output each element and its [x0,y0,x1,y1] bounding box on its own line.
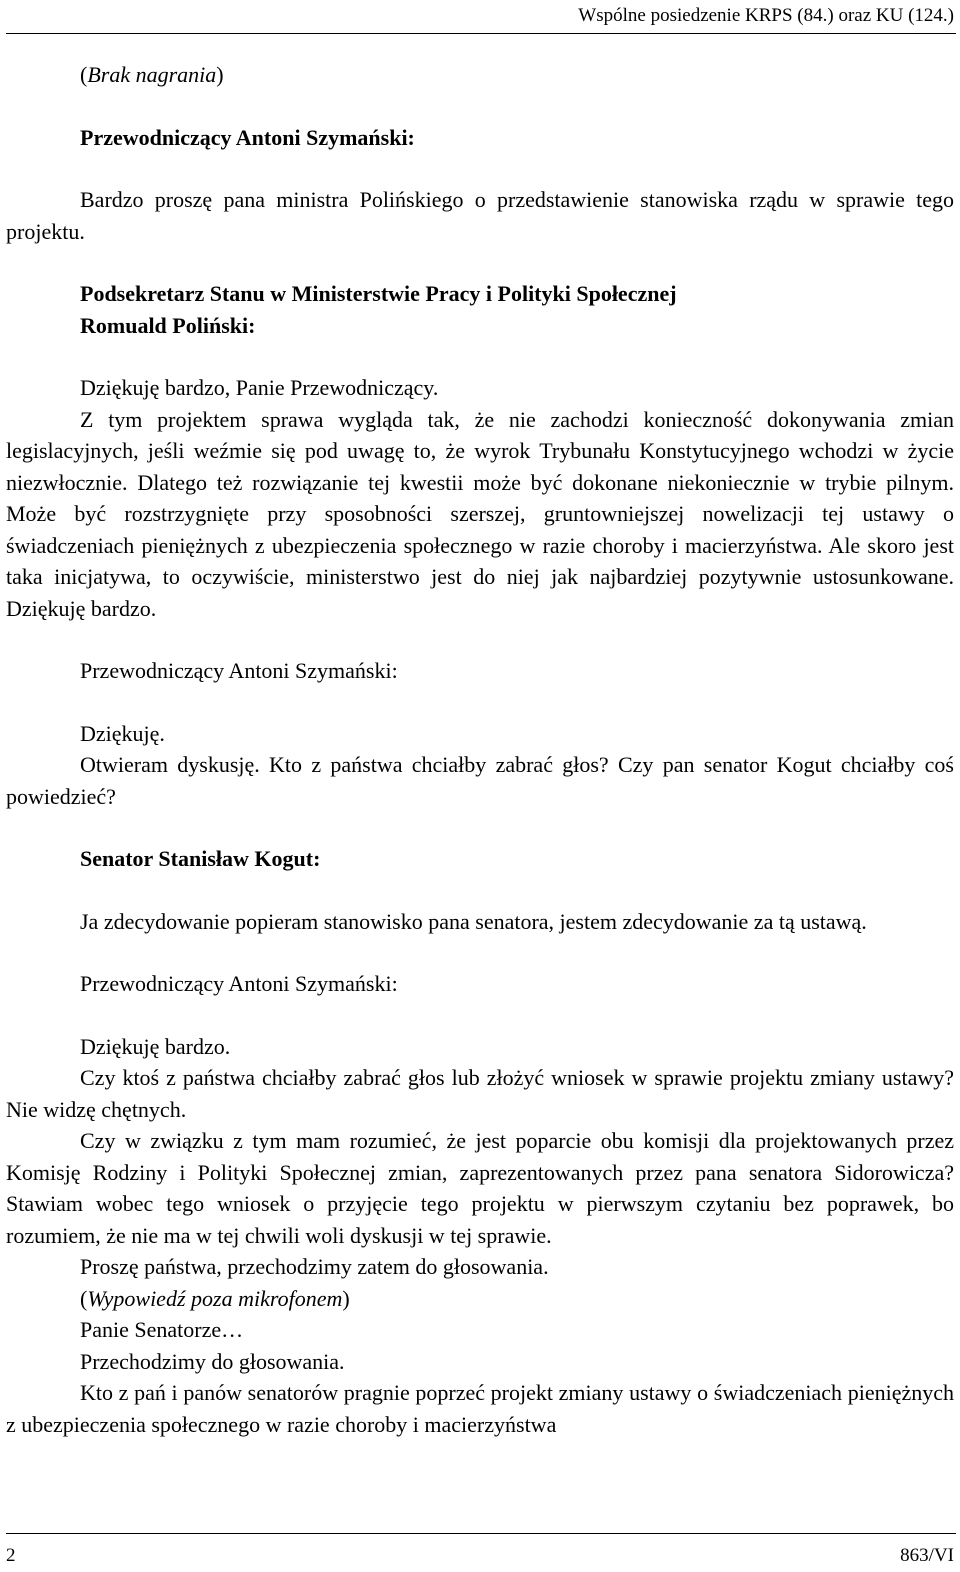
page-number: 2 [6,1545,16,1566]
speaker-heading: Przewodniczący Antoni Szymański: [80,658,398,683]
paragraph: Czy w związku z tym mam rozumieć, że jest poparcie obu komisji dla projektowanych przez Komisję Rodziny i Polityki Społecznej zmian, zaprezentowanych przez pana senatora Sidorowicza? Stawiam wobec tego wniosek o przyjęcie tego projektu w pierwszym czytaniu bez poprawek, bo rozumiem, że nie ma w tej chwili woli dyskusji w tej sprawie. [6,1128,954,1248]
header-rule [6,33,956,34]
paragraph: Czy ktoś z państwa chciałby zabrać głos lub złożyć wniosek w sprawie projektu zmiany ustawy? Nie widzę chętnych. [6,1065,954,1122]
paragraph: Z tym projektem sprawa wygląda tak, że nie zachodzi konieczność dokonywania zmian legislacyjnych, jeśli weźmie się pod uwagę to, że wyrok Trybunału Konstytucyjnego wchodzi w życie niezwłocznie. Dlatego też rozwiązanie tej kwestii może być dokonane niekoniecznie w trybie pilnym. Może być rozstrzygnięte przy sposobności szerszej, gruntowniejszej nowelizacji tej ustawy o świadczeniach pieniężnych z ubezpieczenia społecznego w razie choroby i macierzyństwa. Ale skoro jest taka inicjatywa, to oczywiście, ministerstwo jest do niej jak najbardziej pozytywnie ustosunkowane. Dziękuję bardzo. [6,406,954,621]
running-header: Wspólne posiedzenie KRPS (84.) oraz KU (124.) [578,5,954,26]
paragraph: Przechodzimy do głosowania. [80,1348,345,1374]
paragraph: Dziękuję bardzo. [80,1033,231,1059]
document-code: 863/VI [900,1545,954,1566]
speaker-heading: Przewodniczący Antoni Szymański: [80,124,415,150]
speaker-heading: Senator Stanisław Kogut: [80,846,321,871]
paragraph: Dziękuję. [80,720,165,746]
paragraph: Panie Senatorze… [80,1317,244,1342]
paragraph: Dziękuję bardzo, Panie Przewodniczący. [80,375,439,400]
paragraph: Proszę państwa, przechodzimy zatem do głosowania. [80,1254,549,1279]
stage-direction-brak-nagrania: (Brak nagrania) [80,62,224,87]
paragraph: Otwieram dyskusję. Kto z państwa chciałby zabrać głos? Czy pan senator Kogut chciałby coś powiedzieć? [6,752,954,809]
speaker-heading: Przewodniczący Antoni Szymański: [80,971,398,996]
speaker-line: Podsekretarz Stanu w Ministerstwie Pracy i Polityki Społecznej [80,281,677,306]
footer-rule [6,1533,956,1534]
speaker-heading-polinski [6,278,954,341]
transcript-body [6,59,954,1440]
paragraph: Bardzo proszę pana ministra Polińskiego o przedstawienie stanowiska rządu w sprawie tego projektu. [6,187,954,244]
paragraph: Kto z pań i panów senatorów pragnie poprzeć projekt zmiany ustawy o świadczeniach pieniężnych z ubezpieczenia społecznego w razie choroby i macierzyństwa [6,1380,954,1437]
stage-direction-wypowiedz: (Wypowiedź poza mikrofonem) [80,1285,350,1311]
paragraph: Ja zdecydowanie popieram stanowisko pana senatora, jestem zdecydowanie za tą ustawą. [80,908,867,934]
speaker-line: Romuald Poliński: [80,312,256,338]
